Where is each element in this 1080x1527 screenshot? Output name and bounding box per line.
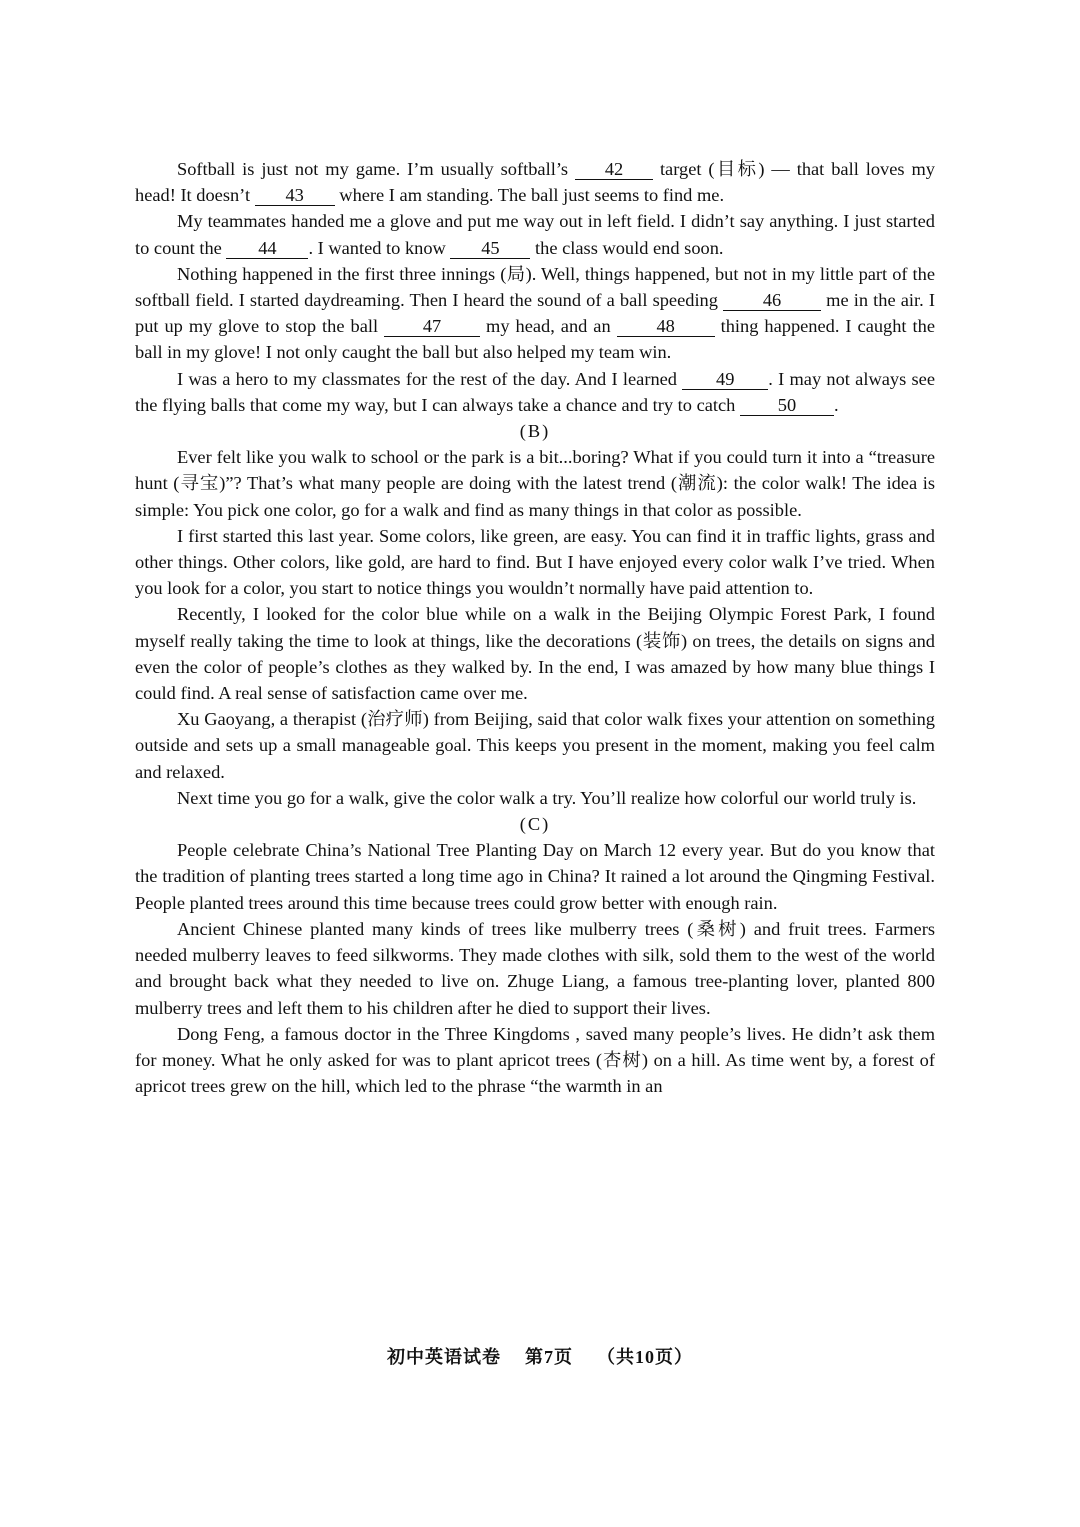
paragraph-a3: Nothing happened in the first three innings (局). Well, things happened, but not in my little part of the softball field. I started daydreaming. Then I heard the sound of a ball speeding 46 me in the air. I put up my glove to stop the ball 47 my head, and an 48 thing happened. I caught the ball in my glove! I not only caught the ball but also helped my team win. xyxy=(135,263,935,363)
paragraph-a1: Softball is just not my game. I’m usually softball’s 42 target (目标) — that ball loves my head! It doesn’t 43 where I am standing. The ball just seems to find me. xyxy=(135,159,935,206)
footer-total-pages: （共10页） xyxy=(597,1347,693,1367)
paragraph-b4: Xu Gaoyang, a therapist (治疗师) from Beijing, said that color walk fixes your attention on something outside and sets up a small manageable goal. This keeps you present in the moment, making you feel calm and relaxed. xyxy=(135,709,935,782)
section-heading-c: (C) xyxy=(519,814,551,835)
paragraph-b1: Ever felt like you walk to school or the park is a bit...boring? What if you could turn it into a “treasure hunt (寻宝)”? That’s what many people are doing with the latest trend (潮流): the color walk! The idea is simple: You pick one color, go for a walk and find as many things in that color as possible. xyxy=(135,447,935,520)
paragraph-c3: Dong Feng, a famous doctor in the Three Kingdoms , saved many people’s lives. He didn’t ask them for money. What he only asked for was to plant apricot trees (杏树) on a hill. As time went by, a forest of apricot trees grew on the hill, which led to the phrase “the warmth in an xyxy=(135,1023,935,1097)
blank-46[interactable]: 46 xyxy=(723,290,821,311)
paragraph-a2: My teammates handed me a glove and put me way out in left field. I didn’t say anything. I just started to count the 44 . I wanted to know 45 the class would end soon. xyxy=(135,211,935,258)
blank-45[interactable]: 45 xyxy=(450,238,530,259)
blank-44[interactable]: 44 xyxy=(226,238,308,259)
section-heading-b: (B) xyxy=(519,421,551,442)
paragraph-c2: Ancient Chinese planted many kinds of trees like mulberry trees (桑树) and fruit trees. Farmers needed mulberry leaves to feed silkworms. They made clothes with silk, sold them to the west of the world and brought back what they needed to live on. Zhuge Liang, a famous tree-planting lover, planted 800 mulberry trees and left them to his children after he died to support their lives. xyxy=(135,918,935,1018)
paragraph-b2: I first started this last year. Some colors, like green, are easy. You can find it in traffic lights, grass and other things. Other colors, like gold, are hard to find. But I have enjoyed every color walk I’ve tried. When you look for a color, you start to notice things you wouldn’t normally have paid attention to. xyxy=(135,525,935,599)
blank-43[interactable]: 43 xyxy=(255,185,335,206)
blank-42[interactable]: 42 xyxy=(575,159,653,180)
passage-content xyxy=(135,156,935,1099)
paragraph-c1: People celebrate China’s National Tree Planting Day on March 12 every year. But do you know that the tradition of planting trees started a long time ago in China? It rained a lot around the Qingming Festival. People planted trees around this time because trees could grow better with enough rain. xyxy=(135,840,935,913)
footer-subject: 初中英语试卷 xyxy=(387,1347,501,1367)
blank-47[interactable]: 47 xyxy=(384,316,480,337)
page-footer xyxy=(0,1343,1080,1369)
footer-page-number: 第7页 xyxy=(525,1347,573,1367)
blank-48[interactable]: 48 xyxy=(617,316,715,337)
paragraph-a4: I was a hero to my classmates for the rest of the day. And I learned 49 . I may not always see the flying balls that come my way, but I can always take a chance and try to catch 50 . xyxy=(135,368,935,415)
paragraph-b3: Recently, I looked for the color blue while on a walk in the Beijing Olympic Forest Park, I found myself really taking the time to look at things, like the decorations (装饰) on trees, the details on signs and even the color of people’s clothes as they walked by. In the end, I was amazed by how many blue things I could find. A real sense of satisfaction came over me. xyxy=(135,604,935,704)
blank-49[interactable]: 49 xyxy=(682,369,768,390)
paragraph-b5: Next time you go for a walk, give the color walk a try. You’ll realize how colorful our world truly is. xyxy=(177,787,917,808)
blank-50[interactable]: 50 xyxy=(740,395,834,416)
